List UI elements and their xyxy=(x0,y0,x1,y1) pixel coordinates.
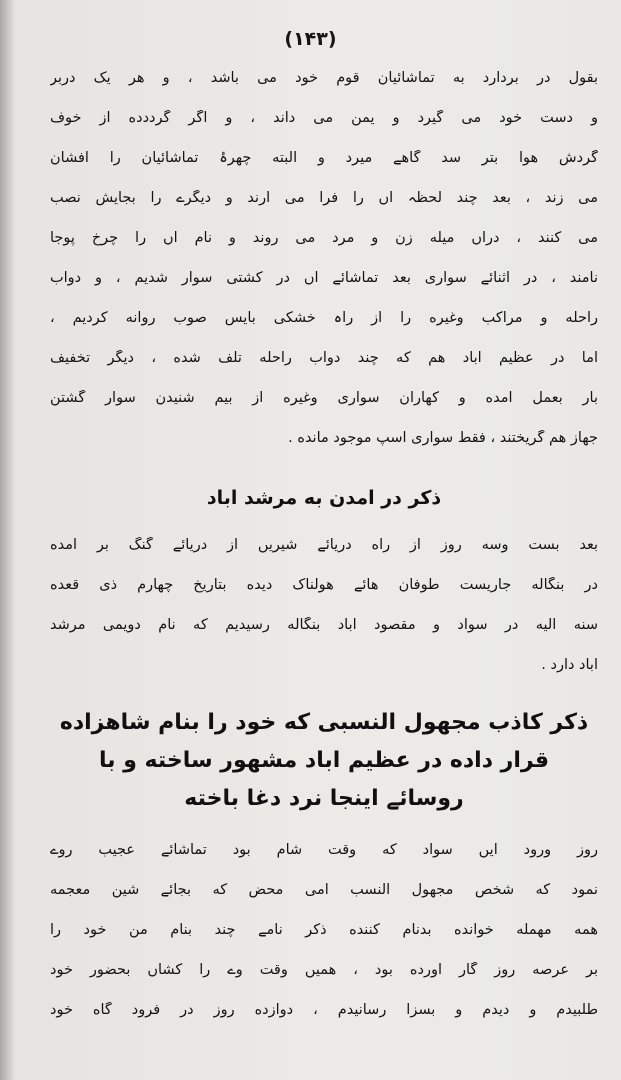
text-line: جهاز هم گریختند ، فقط سواری اسپ موجود مانده . xyxy=(288,430,598,446)
text-line: بعد بست وسه روز از راه دریائے شیریں از دریائے گنگ بر آمده xyxy=(50,537,598,553)
section-heading: ذکر در امدن به مرشد اباد xyxy=(206,487,442,509)
text-line: می زند ، بعد چند لحظہ آں را فرا می آرند و دیگرے را بجایش نصب xyxy=(50,190,598,206)
paragraph-3 xyxy=(50,842,598,1062)
text-line: راحله و مراکب وغیره را از راہ خشکی بایس صوب روانه کردیم ، xyxy=(50,310,598,326)
text-line: نامند ، در اثنائے سواری بعد تماشائے آں در کشتی سوار شدیم ، و دواب xyxy=(50,270,598,286)
text-line: بر عرصه روز گار آورده بود ، همیں وقت وے را کشاں بحضور خود xyxy=(50,962,598,978)
text-line: و دست خود می گیرد و یمن می داند ، و اگر گرددده از خوف xyxy=(50,110,598,126)
text-line: همه مهمله خوانده بدنام کننده ذکر نامے چند بنام من خود را xyxy=(50,922,598,938)
text-line: بار بعمل آمده و کهاران سواری وغیره از بیم شنیدن سوار گشتن xyxy=(50,390,598,406)
text-line: گردش هوا بتر سد گاهے میرد و البته چهرۂ تماشائیان را افشان xyxy=(50,150,598,166)
text-line: در بنگاله جاریست طوفان هائے هولناک دیده بتاریخ چهارم ذی قعده xyxy=(50,577,598,593)
section-heading: ذکر کاذب مجهول النسبی که خود را بنام شاهزاده xyxy=(59,710,589,735)
text-line: سنه الیه در سواد و مقصود آباد بنگاله رسیدیم که نام دویمی مرشد xyxy=(50,617,598,633)
text-line: بقول در بردارد به تماشائیان قوم خود می باشد ، و هر یک دربر xyxy=(50,70,598,86)
section-heading: روسائے اینجا نرد دغا باخته xyxy=(184,786,464,811)
paragraph-2 xyxy=(50,537,598,697)
text-line: آباد دارد . xyxy=(541,657,598,673)
page-gutter-shadow xyxy=(0,0,16,1080)
text-line: می کنند ، دراں میله زن و مرد می روند و نام آں را چرخ پوجا xyxy=(50,230,598,246)
paragraph-1 xyxy=(50,70,598,470)
text-line: روز ورود ایں سواد که وقت شام بود تماشائے عجیب روے xyxy=(50,842,598,858)
text-line: اما در عظیم آباد هم که چند دواب راحله تلف شده ، دیگر تخفیف xyxy=(50,350,598,366)
section-heading: قرار داده در عظیم اباد مشهور ساخته و با xyxy=(99,748,549,773)
page-number: (۱۴۳) xyxy=(284,28,337,50)
text-line: طلبیدم و دیدم و بسزا رسانیدم ، دوازده روز در فرود گاه خود xyxy=(50,1002,598,1018)
text-line: نمود که شخص مجهول النسب امی محض که بجائے شین معجمه xyxy=(50,882,598,898)
